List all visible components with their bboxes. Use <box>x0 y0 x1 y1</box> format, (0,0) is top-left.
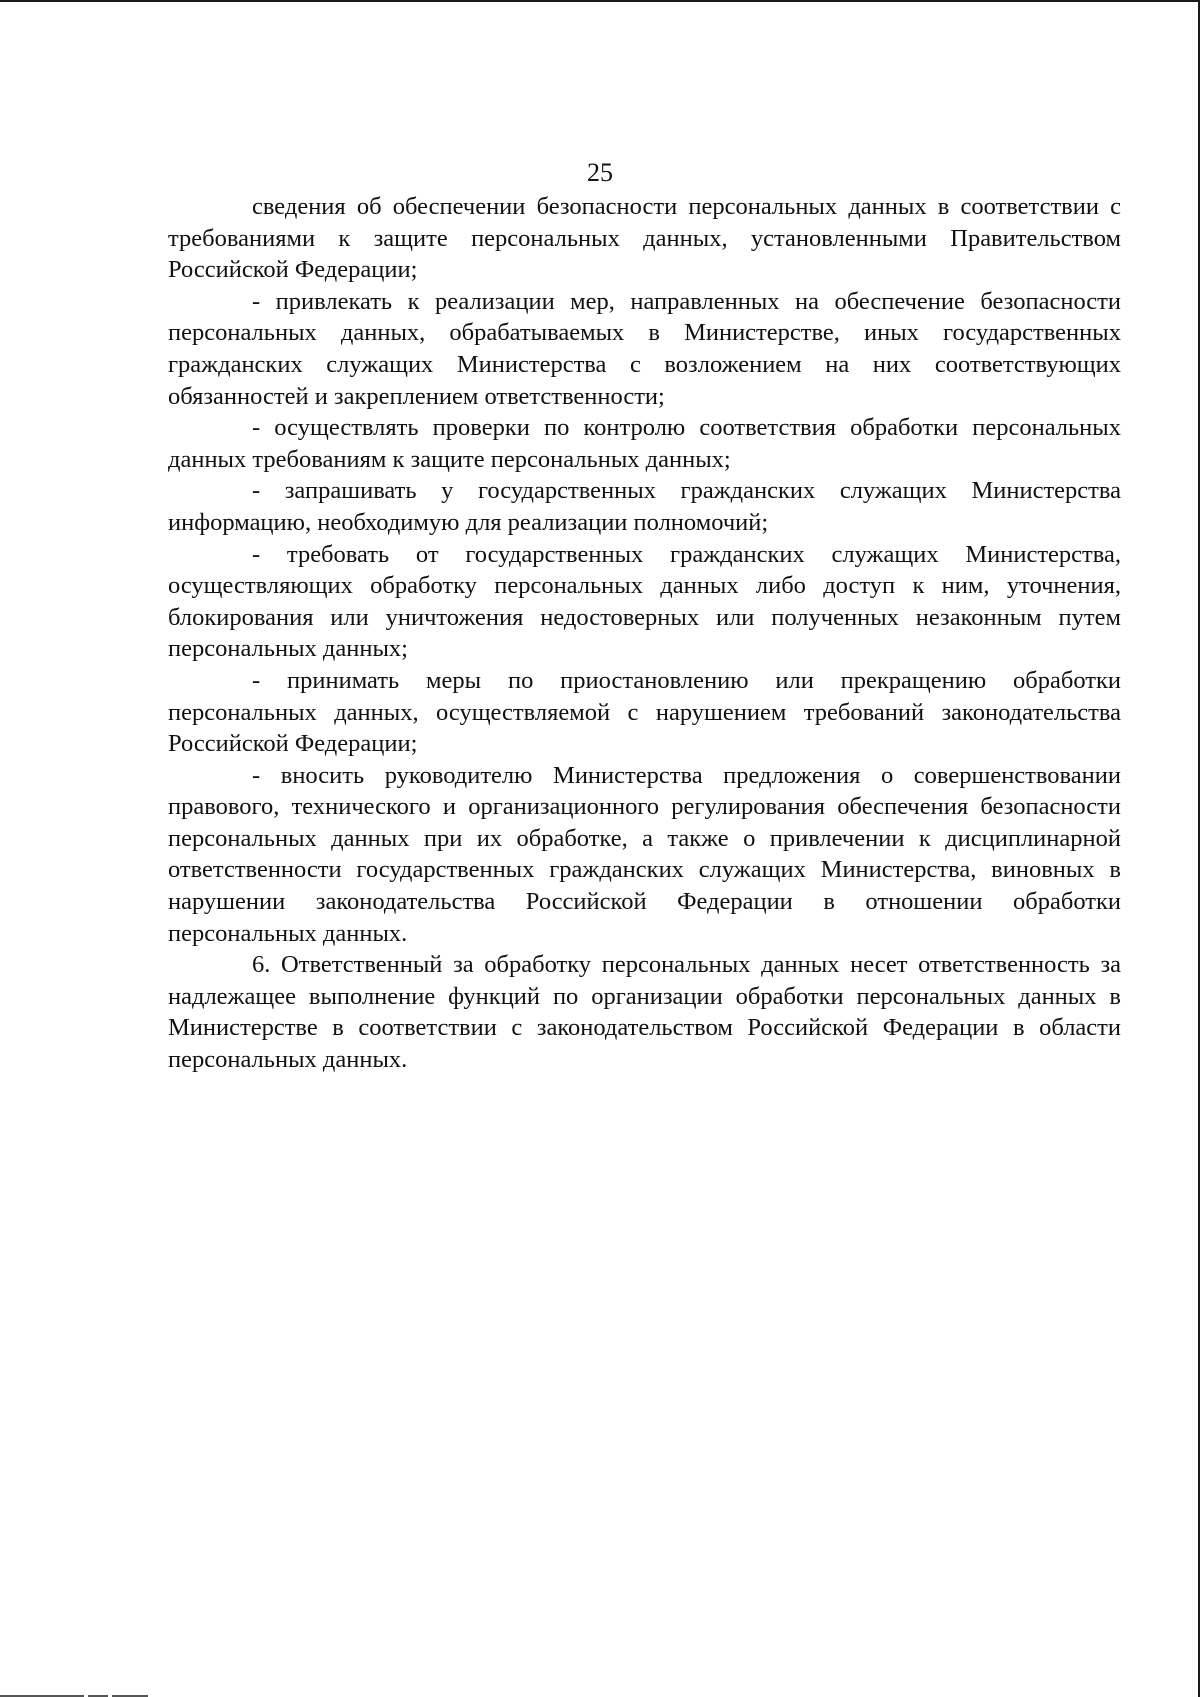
paragraph-suspend-processing: - принимать меры по приостановлению или прекращению обработки персональных данных, осуществляемой с нарушением требований законодательства Российской Федерации; <box>168 666 1121 758</box>
paragraph-demand-correction: - требовать от государственных гражданских служащих Министерства, осуществляющих обработку персональных данных либо доступ к ним, уточнения, блокирования или уничтожения недостоверных или полученных незаконным путем персональных данных; <box>168 540 1121 663</box>
scan-border-top <box>0 0 1200 2</box>
paragraph-item-6-responsibility: 6. Ответственный за обработку персональных данных несет ответственность за надлежащее выполнение функций по организации обработки персональных данных в Министерстве в соответствии с законодательством Российской Федерации в области персональных данных. <box>168 951 1121 1074</box>
paragraph-conduct-checks: - осуществлять проверки по контролю соответствия обработки персональных данных требованиям к защите персональных данных; <box>168 414 1121 473</box>
document-body <box>168 191 1121 1076</box>
paragraph-involve-staff: - привлекать к реализации мер, направленных на обеспечение безопасности персональных данных, обрабатываемых в Министерстве, иных государственных гражданских служащих Министерства с возложением на них соответствующих обязанностей и закреплением ответственности; <box>168 287 1121 410</box>
scan-footer-artifact <box>0 1693 180 1697</box>
paragraph-submit-proposals: - вносить руководителю Министерства предложения о совершенствовании правового, технического и организационного регулирования обеспечения безопасности персональных данных при их обработке, а также о привлечении к дисциплинарной ответственности государственных гражданских служащих Министерства, виновных в нарушении законодательства Российской Федерации в отношении обработки персональных данных. <box>168 761 1121 947</box>
paragraph-security-info: сведения об обеспечении безопасности персональных данных в соответствии с требованиями к защите персональных данных, установленными Правительством Российской Федерации; <box>168 193 1121 284</box>
paragraph-request-info: - запрашивать у государственных гражданских служащих Министерства информацию, необходимую для реализации полномочий; <box>168 477 1121 536</box>
page-number: 25 <box>587 158 613 187</box>
